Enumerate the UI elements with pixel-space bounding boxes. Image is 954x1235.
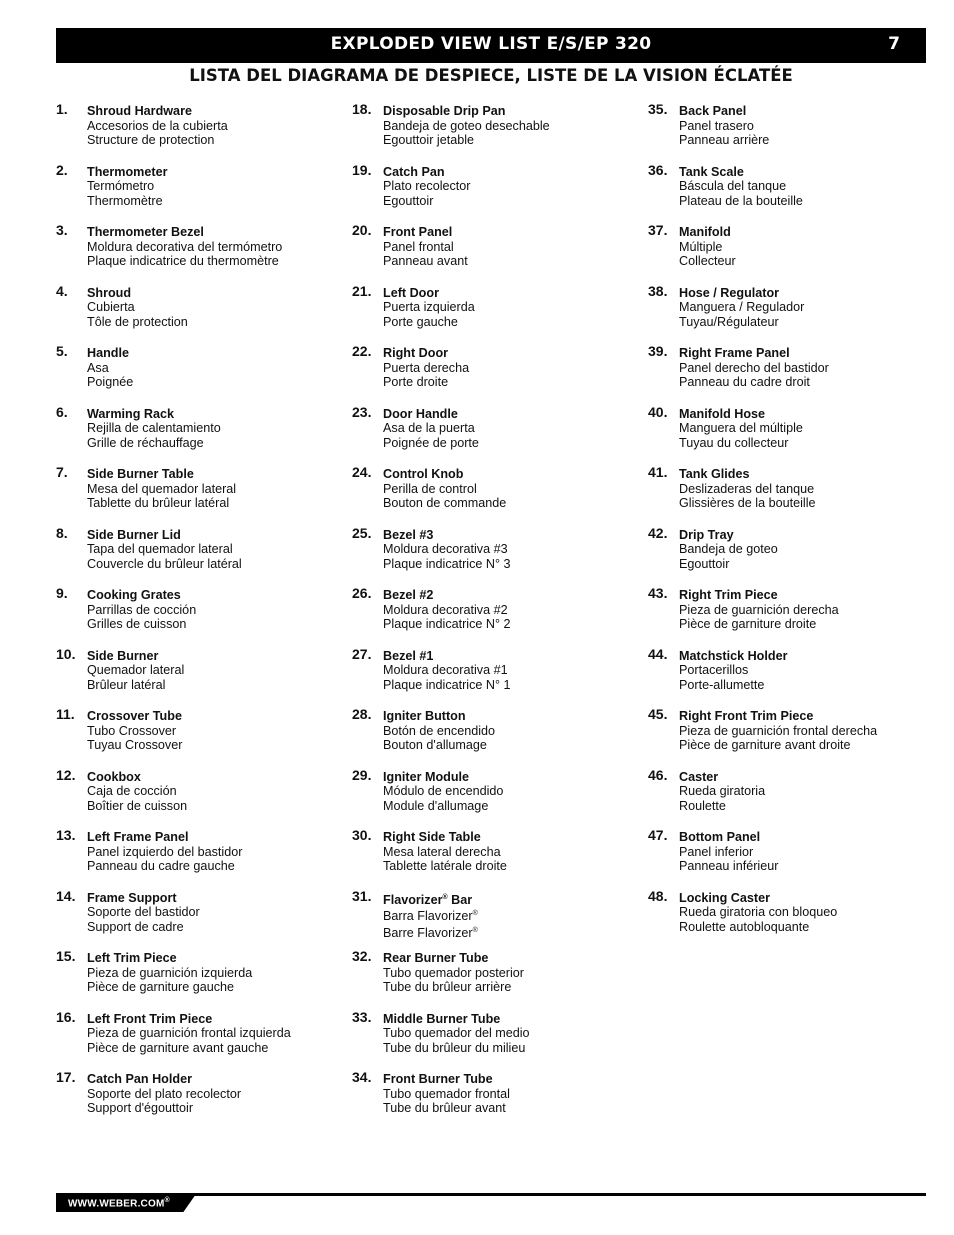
part-number: 47. [648,827,668,843]
part-number: 32. [352,948,372,964]
part-name-english: Right Side Table [383,830,481,844]
part-number: 21. [352,282,372,299]
part-name-spanish: Moldura decorativa #2 [383,602,508,617]
part-name-spanish: Rejilla de calentamiento [87,421,221,436]
part-name-spanish: Cubierta [87,300,135,315]
part-names [383,588,511,632]
part-name-english: Tank Glides [679,467,750,481]
parts-list-item [352,222,642,283]
part-names [679,770,765,814]
part-name-spanish: Barra Flavorizer® [383,909,478,924]
parts-list-item [56,646,346,707]
part-name-french: Egouttoir [679,556,730,571]
part-name-english: Bezel #2 [383,588,434,602]
part-name-spanish: Soporte del bastidor [87,905,200,920]
part-number: 5. [56,343,68,359]
part-name-english: Cookbox [87,769,141,784]
part-name-english: Drip Tray [679,527,734,542]
part-names [87,1012,291,1056]
part-names [679,165,803,209]
parts-list-item [648,585,938,646]
part-number: 35. [648,101,668,117]
part-name-english: Frame Support [87,890,177,905]
parts-column-2 [352,101,642,1130]
parts-list-item [56,222,346,283]
part-name-spanish: Moldura decorativa #3 [383,542,508,557]
parts-list-item [56,767,346,828]
part-name-french: Tube du brûleur avant [383,1101,506,1116]
part-name-english: Tank Scale [679,164,744,179]
part-name-spanish: Botón de encendido [383,723,496,738]
part-names [87,346,133,390]
part-number: 17. [56,1069,76,1085]
parts-list-item [56,888,346,949]
parts-list-item [352,101,642,162]
part-name-french: Panneau du cadre gauche [87,859,235,874]
part-number: 19. [352,161,372,178]
part-name-french: Module d'allumage [383,798,489,813]
part-names [87,104,228,148]
part-number: 18. [352,101,372,117]
part-number: 29. [352,766,372,783]
parts-list-item [648,101,938,162]
part-name-french: Boîtier de cuisson [87,798,188,813]
part-name-french: Collecteur [679,254,736,269]
part-name-english: Left Front Trim Piece [87,1011,213,1026]
part-number: 44. [648,645,668,662]
part-number: 2. [56,161,68,178]
part-number: 14. [56,887,76,904]
part-name-english: Thermometer [87,164,168,179]
parts-list-item [352,585,642,646]
part-name-english: Thermometer Bezel [87,225,204,239]
parts-list-item [648,162,938,223]
part-name-spanish: Tubo quemador frontal [383,1086,510,1101]
part-name-spanish: Panel trasero [679,118,754,133]
part-number: 42. [648,524,668,541]
parts-list-item [352,1069,642,1130]
part-number: 3. [56,222,68,238]
part-name-english: Front Panel [383,225,453,239]
part-name-french: Plaque indicatrice N° 1 [383,677,511,692]
part-name-english: Left Frame Panel [87,830,189,844]
part-number: 28. [352,706,372,722]
parts-list-item [56,343,346,404]
part-names [87,286,188,330]
part-number: 46. [648,766,668,783]
part-number: 13. [56,827,76,843]
part-name-french: Pièce de garniture avant gauche [87,1040,269,1055]
part-number: 12. [56,766,76,783]
part-name-french: Couvercle du brûleur latéral [87,556,242,571]
part-name-english: Hose / Regulator [679,285,780,300]
part-name-french: Panneau du cadre droit [679,375,810,390]
part-name-spanish: Múltiple [679,239,723,254]
part-number: 45. [648,706,668,722]
part-number: 24. [352,464,372,480]
part-name-english: Right Door [383,346,449,360]
part-name-french: Tuyau du collecteur [679,435,789,450]
parts-list-item [352,646,642,707]
parts-list-item [352,525,642,586]
part-name-english: Shroud Hardware [87,104,192,118]
part-name-french: Tube du brûleur du milieu [383,1040,526,1055]
part-name-spanish: Moldura decorativa del termómetro [87,239,283,254]
part-name-spanish: Accesorios de la cubierta [87,118,228,133]
part-name-french: Panneau arrière [679,133,770,148]
parts-list-item [56,585,346,646]
part-name-english: Catch Pan [383,164,445,179]
part-number: 1. [56,101,68,117]
part-name-french: Porte gauche [383,314,458,329]
part-names [383,891,478,941]
part-name-english: Matchstick Holder [679,648,788,663]
part-name-spanish: Pieza de guarnición izquierda [87,965,253,980]
parts-list-item [648,888,938,949]
part-name-spanish: Tubo quemador posterior [383,965,524,980]
page-title: EXPLODED VIEW LIST E/S/EP 320 [330,34,652,54]
part-names [679,830,778,874]
part-names [383,225,468,269]
part-name-spanish: Deslizaderas del tanque [679,481,815,496]
part-name-french: Tuyau/Régulateur [679,314,779,329]
part-name-english: Middle Burner Tube [383,1011,501,1026]
part-names [679,588,839,632]
part-name-english: Front Burner Tube [383,1072,493,1086]
part-names [679,467,816,511]
part-name-french: Pièce de garniture gauche [87,980,235,995]
parts-list-item [56,827,346,888]
part-name-spanish: Panel frontal [383,239,454,254]
part-name-french: Plaque indicatrice N° 2 [383,617,511,632]
part-name-english: Rear Burner Tube [383,951,489,965]
part-number: 34. [352,1069,372,1085]
part-name-french: Egouttoir [383,193,434,208]
parts-list-item [648,283,938,344]
part-name-english: Caster [679,769,719,784]
part-names [87,709,182,753]
part-names [679,346,829,390]
part-number: 38. [648,282,668,299]
part-name-spanish: Moldura decorativa #1 [383,663,508,678]
part-name-french: Pièce de garniture droite [679,617,817,632]
parts-list-item [56,162,346,223]
part-name-english: Bezel #1 [383,648,434,663]
part-number: 20. [352,222,372,238]
part-name-french: Support d'égouttoir [87,1101,194,1116]
part-name-french: Brûleur latéral [87,677,166,692]
part-name-french: Glissières de la bouteille [679,496,816,511]
part-name-spanish: Tapa del quemador lateral [87,542,233,557]
part-name-french: Plaque indicatrice N° 3 [383,556,511,571]
parts-list-item [352,464,642,525]
part-names [383,104,550,148]
part-number: 48. [648,887,668,904]
part-names [87,588,196,632]
parts-list-item [56,101,346,162]
part-name-french: Porte droite [383,375,449,390]
part-name-spanish: Módulo de encendido [383,784,504,799]
part-number: 30. [352,827,372,843]
part-name-spanish: Panel izquierdo del bastidor [87,844,243,859]
part-name-spanish: Puerta derecha [383,360,470,375]
part-number: 43. [648,585,668,601]
part-names [87,951,252,995]
part-names [87,407,221,451]
part-name-english: Bottom Panel [679,830,761,844]
part-name-english: Left Door [383,285,439,300]
part-number: 33. [352,1008,372,1025]
part-name-spanish: Manguera / Regulador [679,300,805,315]
part-number: 27. [352,645,372,662]
part-name-french: Poignée [87,375,134,390]
parts-list-item [648,343,938,404]
parts-column-3 [648,101,938,948]
part-name-spanish: Báscula del tanque [679,179,787,194]
part-names [383,951,524,995]
parts-list-item [352,162,642,223]
part-name-spanish: Panel derecho del bastidor [679,360,829,375]
part-name-spanish: Panel inferior [679,844,754,859]
part-names [383,467,506,511]
part-names [679,528,778,572]
part-name-spanish: Puerta izquierda [383,300,475,315]
part-number: 15. [56,948,76,964]
part-name-english: Igniter Button [383,709,466,723]
part-names [679,649,787,693]
part-name-spanish: Rueda giratoria [679,784,766,799]
part-names [679,891,837,935]
parts-list-item [56,706,346,767]
part-names [383,770,503,814]
parts-list-item [648,404,938,465]
part-name-french: Poignée de porte [383,435,479,450]
part-name-french: Bouton d'allumage [383,738,487,753]
parts-list-item [56,948,346,1009]
part-name-french: Roulette autobloquante [679,919,810,934]
part-names [383,649,511,693]
part-name-english: Catch Pan Holder [87,1072,192,1086]
part-name-spanish: Tubo quemador del medio [383,1026,530,1041]
part-names [679,104,769,148]
part-name-french: Barre Flavorizer® [383,926,478,941]
parts-list-item [56,1069,346,1130]
part-name-english: Back Panel [679,104,747,118]
part-name-french: Plaque indicatrice du thermomètre [87,254,279,269]
part-number: 6. [56,403,68,420]
part-name-spanish: Mesa lateral derecha [383,844,501,859]
part-name-english: Right Front Trim Piece [679,709,814,723]
header-bar [56,28,926,63]
parts-list-item [352,283,642,344]
part-name-french: Thermomètre [87,193,163,208]
part-name-french: Tablette latérale droite [383,859,507,874]
part-number: 31. [352,887,372,904]
part-name-french: Bouton de commande [383,496,507,511]
part-number: 16. [56,1008,76,1025]
part-name-spanish: Termómetro [87,179,155,194]
part-name-spanish: Mesa del quemador lateral [87,481,237,496]
part-names [87,830,242,874]
part-name-english: Door Handle [383,406,458,421]
part-names [87,528,242,572]
part-name-english: Disposable Drip Pan [383,104,506,118]
part-name-spanish: Portacerillos [679,663,749,678]
part-name-english: Warming Rack [87,406,175,421]
part-number: 4. [56,282,68,299]
part-name-spanish: Bandeja de goteo desechable [383,118,550,133]
parts-list-item [352,343,642,404]
part-name-english: Flavorizer® Bar [383,892,473,907]
part-name-french: Egouttoir jetable [383,133,475,148]
part-number: 11. [56,706,75,722]
part-name-french: Support de cadre [87,919,184,934]
part-number: 10. [56,645,76,662]
parts-column-1 [56,101,346,1130]
part-number: 22. [352,343,372,359]
part-names [383,709,495,753]
part-name-french: Tôle de protection [87,314,188,329]
part-name-french: Grilles de cuisson [87,617,187,632]
part-number: 37. [648,222,668,238]
part-name-english: Locking Caster [679,890,770,905]
part-name-french: Pièce de garniture avant droite [679,738,851,753]
part-name-spanish: Pieza de guarnición frontal derecha [679,723,878,738]
page-subtitle: LISTA DEL DIAGRAMA DE DESPIECE, LISTE DE LA VISION ÉCLATÉE [189,66,793,85]
parts-list-item [56,1009,346,1070]
part-name-spanish: Perilla de control [383,481,477,496]
part-name-english: Crossover Tube [87,709,182,723]
part-number: 41. [648,464,668,480]
part-name-spanish: Asa [87,360,109,375]
part-name-spanish: Manguera del múltiple [679,421,803,436]
part-number: 23. [352,403,372,420]
part-name-spanish: Tubo Crossover [87,723,177,738]
parts-list-item [352,767,642,828]
part-names [679,407,803,451]
parts-list-item [56,283,346,344]
part-names [383,1012,530,1056]
parts-list-item [352,948,642,1009]
part-name-english: Control Knob [383,467,464,481]
part-name-english: Side Burner [87,648,159,663]
part-names [679,225,736,269]
parts-list-item [352,888,642,949]
part-name-spanish: Bandeja de goteo [679,542,778,557]
part-number: 39. [648,343,668,359]
part-name-english: Handle [87,346,129,360]
parts-list-item [648,646,938,707]
part-names [383,1072,510,1116]
part-names [679,286,804,330]
part-names [383,165,471,209]
part-name-english: Manifold [679,225,731,239]
part-name-french: Panneau inférieur [679,859,779,874]
part-name-english: Cooking Grates [87,588,181,602]
part-name-english: Shroud [87,285,132,300]
part-name-french: Tuyau Crossover [87,738,183,753]
part-names [87,1072,241,1116]
part-names [87,467,236,511]
part-number: 25. [352,524,372,541]
part-names [383,286,475,330]
part-name-english: Side Burner Lid [87,527,181,542]
part-number: 9. [56,585,68,601]
part-name-english: Right Frame Panel [679,346,790,360]
part-name-spanish: Quemador lateral [87,663,185,678]
parts-list-item [648,706,938,767]
part-names [383,346,469,390]
part-name-french: Grille de réchauffage [87,435,204,450]
parts-list-item [56,464,346,525]
part-number: 26. [352,585,372,601]
part-number: 40. [648,403,668,420]
parts-list-item [648,464,938,525]
part-name-spanish: Pieza de guarnición frontal izquierda [87,1026,291,1041]
part-name-spanish: Pieza de guarnición derecha [679,602,839,617]
parts-list-item [56,525,346,586]
page-number: 7 [888,34,900,54]
part-name-french: Porte-allumette [679,677,765,692]
part-names [383,830,507,874]
part-name-english: Manifold Hose [679,406,766,421]
parts-list-item [648,525,938,586]
part-names [87,225,282,269]
part-names [383,528,511,572]
parts-list-item [648,767,938,828]
parts-list-item [648,222,938,283]
part-name-english: Right Trim Piece [679,588,778,602]
part-names [87,891,200,935]
part-names [87,770,187,814]
part-name-french: Tube du brûleur arrière [383,980,512,995]
parts-list-item [352,1009,642,1070]
part-name-english: Igniter Module [383,769,470,784]
part-name-french: Roulette [679,798,726,813]
parts-list-item [648,827,938,888]
part-names [87,165,167,209]
part-name-french: Tablette du brûleur latéral [87,496,230,511]
part-name-spanish: Rueda giratoria con bloqueo [679,905,838,920]
part-names [679,709,877,753]
part-name-spanish: Parrillas de cocción [87,602,197,617]
part-names [87,649,184,693]
part-name-english: Bezel #3 [383,527,434,542]
part-name-spanish: Soporte del plato recolector [87,1086,242,1101]
part-name-spanish: Plato recolector [383,179,471,194]
footer-website-link[interactable]: WWW.WEBER.COM® [68,1197,170,1210]
parts-list-item [352,404,642,465]
parts-list-item [352,706,642,767]
parts-list-item [56,404,346,465]
part-name-french: Plateau de la bouteille [679,193,803,208]
part-name-french: Panneau avant [383,254,468,269]
part-name-english: Left Trim Piece [87,951,177,965]
part-names [383,407,479,451]
part-name-spanish: Asa de la puerta [383,421,475,436]
part-name-spanish: Caja de cocción [87,784,177,799]
part-name-english: Side Burner Table [87,467,194,481]
part-number: 7. [56,464,68,480]
parts-list-item [352,827,642,888]
part-name-french: Structure de protection [87,133,215,148]
part-number: 36. [648,161,668,178]
part-number: 8. [56,524,68,541]
